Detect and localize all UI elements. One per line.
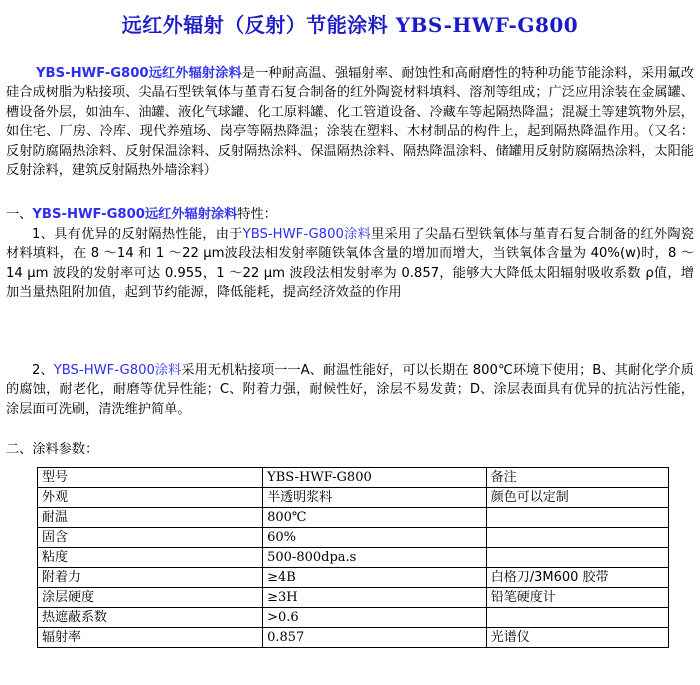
section1-product-name: YBS-HWF-G800远红外辐射涂料 [32, 207, 238, 222]
table-cell: 型号 [38, 468, 263, 488]
table-row [38, 488, 669, 508]
table-cell: 800℃ [263, 508, 487, 528]
table-cell: 附着力 [38, 568, 263, 588]
table-cell: 半透明浆料 [263, 488, 487, 508]
table-cell [486, 528, 668, 548]
table-row [38, 608, 669, 628]
table-row [38, 568, 669, 588]
section1-item2 [6, 361, 694, 419]
section1-prefix: 一、 [6, 207, 33, 222]
table-row [38, 508, 669, 528]
intro-text: 是一种耐高温、强辐射率、耐蚀性和高耐磨性的特种功能节能涂料，采用氟改硅合成树脂为粘接项、尖晶石型铁氧体与堇青石复合制备的红外陶瓷材料填料、溶剂等组成；广泛应用涂装在金属罐、槽设备外层，如油车、油罐、液化气球罐、化工原料罐、化工管道设备、冷藏车等起隔热降温；混凝土等建筑物外层，如住宅、厂房、冷库、现代养殖场、岗亭等隔热降温；涂装在塑料、木材制品的构件上，起到隔热降温作用。（又名：反射防腐隔热涂料、反射保温涂料、反射隔热涂料、保温隔热涂料、隔热降温涂料、储罐用反射防腐隔热涂料，太阳能反射涂料，建筑反射隔热外墙涂料） [6, 66, 694, 179]
document-title: 远红外辐射（反射）节能涂料 YBS-HWF-G800 [121, 13, 579, 37]
item2-prefix: 2、 [32, 363, 54, 378]
table-cell: 光谱仪 [486, 628, 668, 648]
table-cell: 耐温 [38, 508, 263, 528]
table-cell: 热遮蔽系数 [38, 608, 263, 628]
table-cell: 0.857 [263, 628, 487, 648]
item2-text: 采用无机粘接项一一A、耐温性能好，可以长期在 800℃环境下使用；B、其耐化学介质的腐蚀，耐老化，耐磨等优异性能；C、附着力强，耐候性好，涂层不易发黄；D、涂层表面具有优异的抗沾污性能，涂层面可洗刷，清洗维护简单。 [6, 363, 694, 417]
item1-prefix: 1、具有优异的反射隔热性能，由于 [32, 227, 243, 242]
section1-heading [6, 205, 694, 224]
table-cell: 60% [263, 528, 487, 548]
table-cell: ≥3H [263, 588, 487, 608]
intro-product-name: YBS-HWF-G800远红外辐射涂料 [36, 66, 242, 81]
table-cell: >0.6 [263, 608, 487, 628]
section1-item1 [6, 225, 694, 303]
table-cell: 辐射率 [38, 628, 263, 648]
table-cell: 颜色可以定制 [486, 488, 668, 508]
table-row [38, 548, 669, 568]
table-row [38, 468, 669, 488]
table-cell [486, 608, 668, 628]
item2-product: YBS-HWF-G800涂料 [53, 363, 182, 378]
table-cell: 500-800dpa.s [263, 548, 487, 568]
table-cell: 粘度 [38, 548, 263, 568]
table-cell: 备注 [486, 468, 668, 488]
table-cell: 铅笔硬度计 [486, 588, 668, 608]
section1-suffix: 特性： [237, 207, 277, 222]
section2-heading: 二、涂料参数： [6, 442, 99, 457]
table-cell [486, 508, 668, 528]
table-cell: 白格刀/3M600 胶带 [486, 568, 668, 588]
table-cell: 固含 [38, 528, 263, 548]
table-cell: YBS-HWF-G800 [263, 468, 487, 488]
table-cell [486, 548, 668, 568]
table-row [38, 588, 669, 608]
table-cell: 外观 [38, 488, 263, 508]
table-cell: 涂层硬度 [38, 588, 263, 608]
params-table [37, 467, 669, 648]
table-row [38, 628, 669, 648]
table-cell: ≥4B [263, 568, 487, 588]
item1-product: YBS-HWF-G800涂料 [242, 227, 372, 242]
intro-paragraph [6, 64, 694, 180]
item1-text: 里采用了尖晶石型铁氧体与堇青石复合制备的红外陶瓷材料填料，在 8 ～14 和 1 ～22 μm波段法相发射率随铁氧体含量的增加而增大，当铁氧体含量为 40%(w)时，8 ～ 14 μm 波段的发射率可达 0.955，1 ～22 μm 波段法相发射率为 0.857，能够大大降低太阳辐射吸收系数 ρ值，增加当量热阻附加值，起到节约能源，降低能耗，提高经济效益的作用 [6, 227, 694, 301]
table-row [38, 528, 669, 548]
